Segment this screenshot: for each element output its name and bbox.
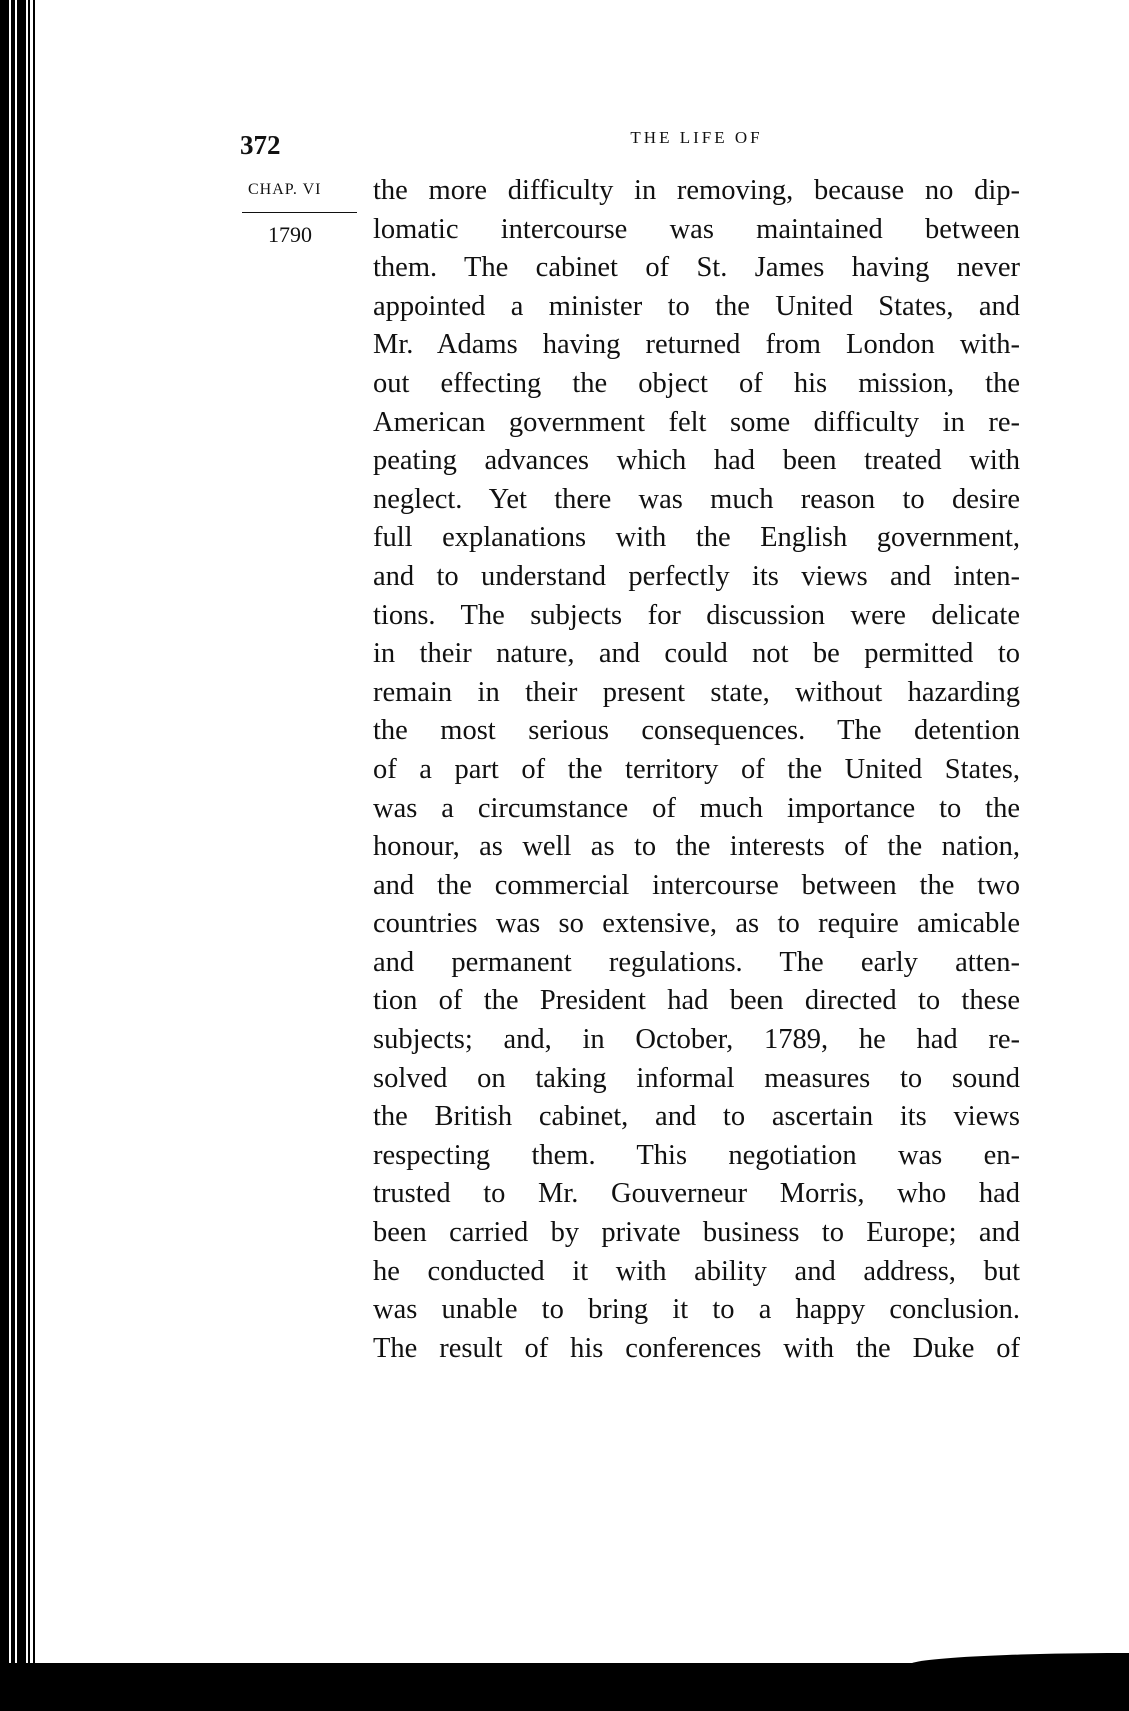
text-line: full explanations with the English government, (373, 522, 1020, 554)
margin-rule (242, 212, 357, 213)
text-line: countries was so extensive, as to require amicable (373, 908, 1020, 940)
text-line: and the commercial intercourse between the two (373, 869, 1020, 901)
text-line: he conducted it with ability and address, but (373, 1255, 1020, 1287)
scan-bottom-edge (0, 1663, 1129, 1711)
text-line: lomatic intercourse was maintained between (373, 213, 1020, 245)
text-line: tion of the President had been directed to these (373, 985, 1020, 1017)
text-line: Mr. Adams having returned from London with- (373, 329, 1020, 361)
page-number: 372 (240, 130, 281, 160)
text-line: the British cabinet, and to ascertain its views (373, 1101, 1020, 1133)
text-line: neglect. Yet there was much reason to desire (373, 483, 1020, 515)
text-line: and to understand perfectly its views and inten- (373, 560, 1020, 592)
text-line: the most serious consequences. The detention (373, 715, 1020, 747)
text-line: subjects; and, in October, 1789, he had re- (373, 1024, 1020, 1056)
text-line: out effecting the object of his mission, the (373, 367, 1020, 399)
text-line: the more difficulty in removing, because no dip- (373, 175, 1020, 206)
margin-year: 1790 (268, 222, 312, 247)
text-line: respecting them. This negotiation was en- (373, 1139, 1020, 1171)
text-line: The result of his conferences with the Duke of (373, 1332, 1020, 1364)
margin-chapter: CHAP. VI (248, 181, 322, 198)
text-line: honour, as well as to the interests of the nation, (373, 831, 1020, 863)
text-line: remain in their present state, without hazarding (373, 676, 1020, 708)
body-text (373, 172, 1020, 1368)
text-line: and permanent regulations. The early atten- (373, 946, 1020, 978)
text-line: American government felt some difficulty in re- (373, 406, 1020, 438)
book-binding-edge (0, 0, 40, 1711)
text-line: appointed a minister to the United States, and (373, 290, 1020, 322)
text-line: of a part of the territory of the United States, (373, 753, 1020, 785)
text-line: was a circumstance of much importance to the (373, 792, 1020, 824)
text-line: in their nature, and could not be permitted to (373, 638, 1020, 670)
text-line: trusted to Mr. Gouverneur Morris, who had (373, 1178, 1020, 1210)
text-line: peating advances which had been treated with (373, 445, 1020, 477)
text-line: was unable to bring it to a happy conclusion. (373, 1294, 1020, 1326)
running-head: THE LIFE OF (630, 128, 763, 147)
text-line: tions. The subjects for discussion were delicate (373, 599, 1020, 631)
text-line: solved on taking informal measures to sound (373, 1062, 1020, 1094)
text-line: been carried by private business to Europe; and (373, 1217, 1020, 1249)
text-line: them. The cabinet of St. James having never (373, 252, 1020, 284)
